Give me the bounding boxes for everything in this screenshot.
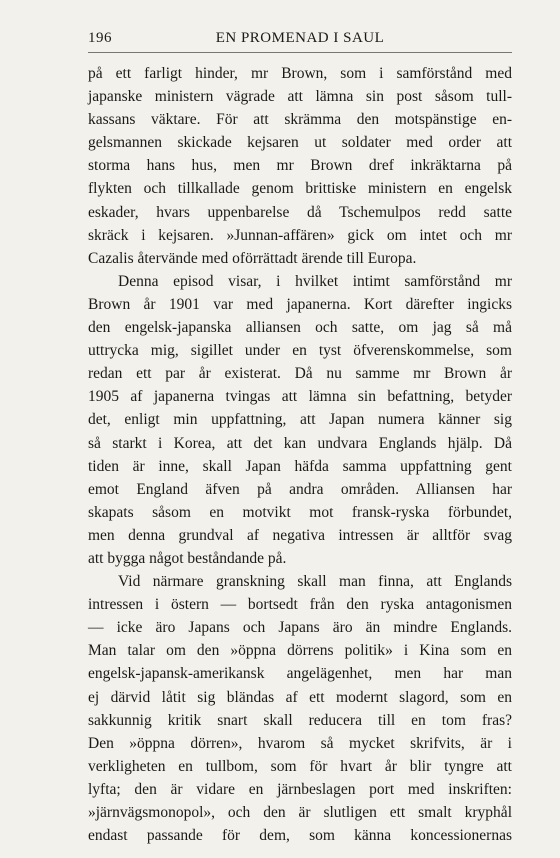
text-line: ej därvid låtit sig bländas af ett modernt slagord, som en bbox=[88, 688, 512, 706]
text-line: så starkt i Korea, att det kan undvara Englands hjälp. Då bbox=[88, 434, 512, 452]
text-line: skräck i kejsaren. »Junnan-affären» gick om intet och mr bbox=[88, 226, 512, 244]
text-line: intressen i östern — bortsedt från den ryska antagonismen bbox=[88, 596, 512, 614]
text-line: det, enligt min uppfattning, att Japan numera känner sig bbox=[88, 411, 512, 429]
running-head bbox=[88, 30, 512, 50]
text-line: verkligheten en tullbom, som för hvart år blir tyngre att bbox=[88, 757, 512, 775]
text-line: japanske ministern vägrade att lämna sin post såsom tull- bbox=[88, 88, 512, 106]
text-line: emot England äfven på andra områden. Alliansen har bbox=[88, 480, 512, 498]
text-line: tiden är inne, skall Japan häfda samma uppfattning gent bbox=[88, 457, 512, 475]
body-text bbox=[88, 62, 512, 847]
text-line: kassans väktare. För att skrämma den motspänstige en- bbox=[88, 111, 512, 129]
text-line: lyfta; den är vidare en järnbeslagen port med inskriften: bbox=[88, 780, 512, 798]
paragraph-first-line: Denna episod visar, i hvilket intimt samförstånd mr bbox=[118, 272, 512, 290]
text-line: storma hans hus, men mr Brown dref inkräktarna på bbox=[88, 157, 512, 175]
text-line: Den »öppna dörren», hvarom så mycket skrifvits, är i bbox=[88, 734, 512, 752]
text-line: gelsmannen skickade kejsaren ut soldater med order att bbox=[88, 134, 512, 152]
text-line: Man talar om den »öppna dörrens politik» i Kina som en bbox=[88, 642, 512, 660]
text-line: flykten och tillkallade genom brittiske ministern en engelsk bbox=[88, 180, 512, 198]
page-number: 196 bbox=[88, 30, 112, 46]
text-line: att bygga något beståndande på. bbox=[88, 549, 287, 567]
paragraph-first-line: Vid närmare granskning skall man finna, att Englands bbox=[118, 573, 512, 591]
text-line: — icke äro Japans och Japans äro än mindre Englands. bbox=[88, 619, 512, 637]
text-line: eskader, hvars uppenbarelse då Tschemulpos redd satte bbox=[88, 203, 512, 221]
text-line: den engelsk-japanska alliansen och satte, om jag så må bbox=[88, 319, 512, 337]
text-line: uttrycka mig, sigillet under en tyst öfverenskommelse, som bbox=[88, 342, 512, 360]
text-line: på ett farligt hinder, mr Brown, som i samförstånd med bbox=[88, 65, 512, 82]
text-line: »järnvägsmonopol», och den är slutligen ett smalt kryphål bbox=[88, 804, 512, 821]
text-line: 1905 af japanerna tvingas att lämna sin befattning, betyder bbox=[88, 388, 512, 406]
text-line: sakkunnig kritik snart skall reducera till en tom fras? bbox=[88, 711, 512, 729]
text-line: Cazalis återvände med oförrättadt ärende till Europa. bbox=[88, 249, 417, 267]
text-line: Brown år 1901 var med japanerna. Kort därefter ingicks bbox=[88, 295, 512, 313]
header-rule bbox=[88, 52, 512, 53]
running-title: EN PROMENAD I SAUL bbox=[215, 30, 385, 46]
text-line: redan ett par år existerat. Då nu samme mr Brown år bbox=[88, 365, 512, 383]
text-line: skapats såsom en motvikt mot fransk-ryska förbundet, bbox=[88, 503, 512, 521]
text-line: engelsk-japansk-amerikansk angelägenhet, men har man bbox=[88, 665, 512, 683]
text-line: endast passande för dem, som känna koncessionernas bbox=[88, 827, 512, 845]
text-line: men denna grundval af negativa intressen är alltför svag bbox=[88, 526, 512, 544]
